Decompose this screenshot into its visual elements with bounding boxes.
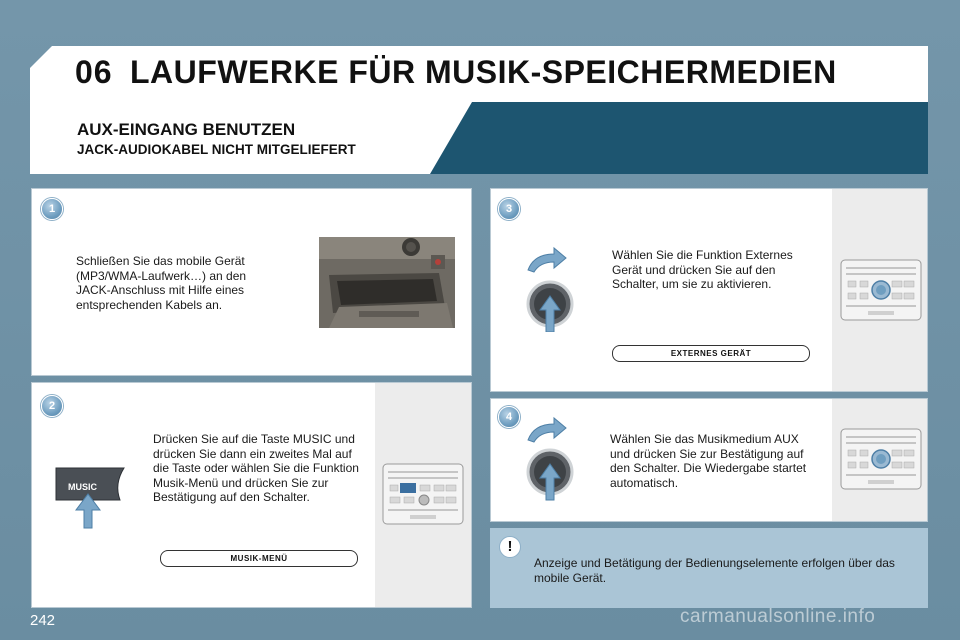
step-4-text: Wählen Sie das Musikmedium AUX und drücken Sie zur Bestätigung auf den Schalter. Die Wiedergabe startet automatisch. — [610, 432, 807, 490]
radio-panel-icon — [840, 428, 922, 490]
music-button-icon — [54, 464, 126, 530]
step-1-text: Schließen Sie das mobile Gerät (MP3/WMA-Laufwerk…) an den JACK-Anschluss mit Hilfe eines entsprechenden Kabels an. — [76, 254, 247, 312]
section-title: AUX-EINGANG BENUTZEN — [77, 120, 296, 139]
step-2-text: Drücken Sie auf die Taste MUSIC und drücken Sie dann ein zweites Mal auf die Taste oder wählen Sie die Funktion Musik-Menü und drücken Sie zur Bestätigung auf den Schalter. — [153, 432, 359, 504]
step-2-badge: 2 — [41, 395, 63, 417]
warning-icon: ! — [499, 536, 521, 558]
radio-panel-icon — [840, 259, 922, 321]
step-4-badge: 4 — [498, 406, 520, 428]
musik-menu-pill: MUSIK-MENÜ — [160, 550, 358, 567]
knob-arrow-icon — [520, 416, 582, 502]
knob-arrow-icon — [520, 246, 582, 332]
section-subtitle: JACK-AUDIOKABEL NICHT MITGELIEFERT — [77, 142, 356, 157]
radio-panel-icon — [382, 463, 464, 525]
note-text: Anzeige und Betätigung der Bedienungselemente erfolgen über das mobile Gerät. — [534, 556, 895, 585]
chapter-number: 06 — [75, 54, 113, 90]
page-number: 242 — [30, 612, 56, 629]
step-1-badge: 1 — [41, 198, 63, 220]
music-button-label: MUSIC — [68, 482, 97, 492]
externes-geraet-pill: EXTERNES GERÄT — [612, 345, 810, 362]
step-3-badge: 3 — [498, 198, 520, 220]
glovebox-photo — [319, 237, 455, 328]
step-3-text: Wählen Sie die Funktion Externes Gerät und drücken Sie auf den Schalter, um sie zu aktivieren. — [612, 248, 793, 291]
page-title: LAUFWERKE FÜR MUSIK-SPEICHERMEDIEN — [130, 54, 837, 90]
watermark: carmanualsonline.info — [680, 606, 876, 627]
